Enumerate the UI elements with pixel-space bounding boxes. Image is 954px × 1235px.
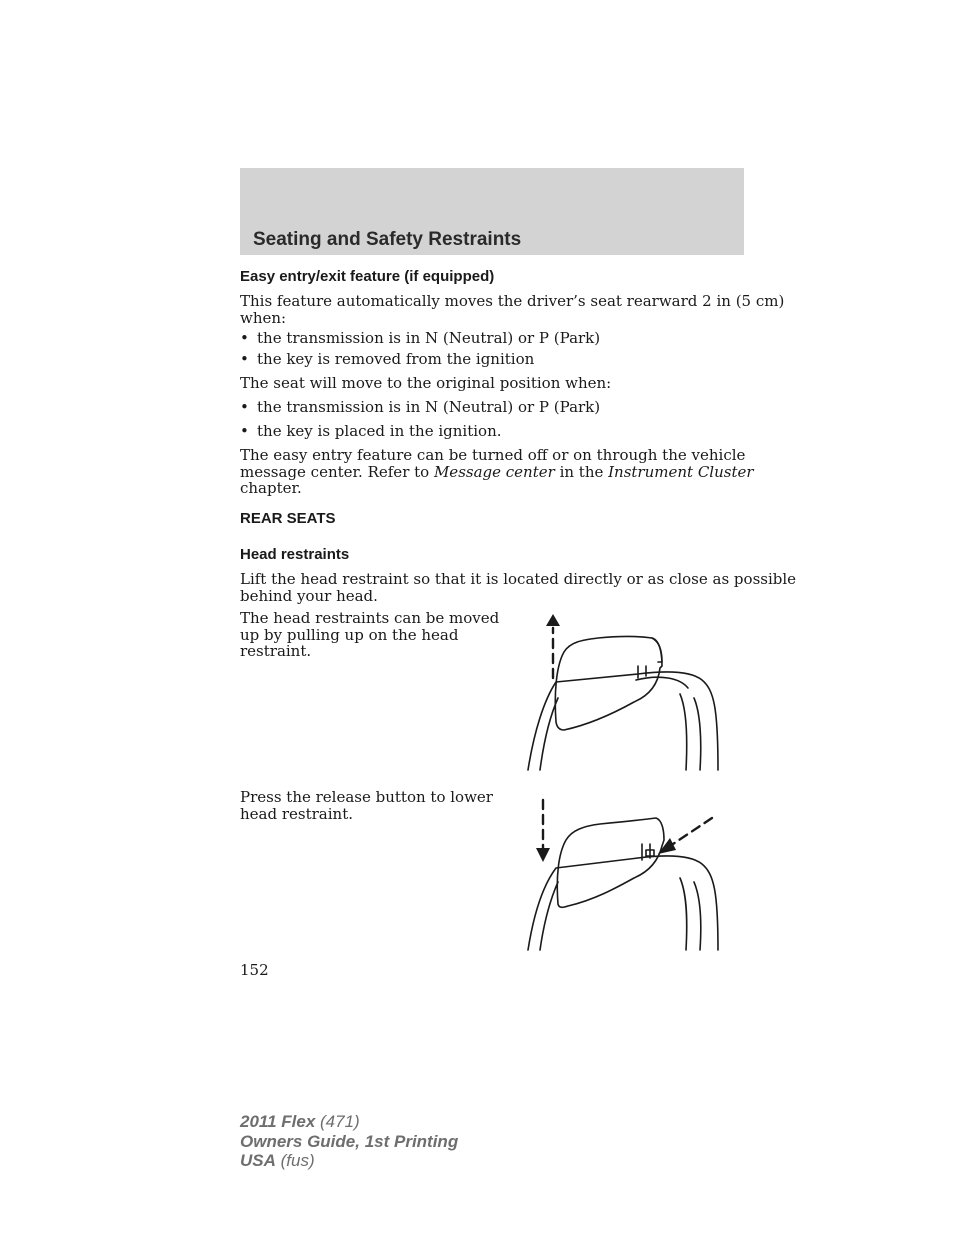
seat-back <box>528 856 718 950</box>
easy-entry-note: The easy entry feature can be turned off or on through the vehicle message center. Refer to Message center in the Instrument Cluster chapter. <box>240 446 754 497</box>
footer-model-line: 2011 Flex (471) <box>240 1112 360 1131</box>
list-item: • the key is placed in the ignition. <box>240 422 502 440</box>
easy-entry-intro: This feature automatically moves the driver’s seat rearward 2 in (5 cm) when: <box>240 292 785 327</box>
footer-guide-line: Owners Guide, 1st Printing <box>240 1132 459 1151</box>
list-item: • the key is removed from the ignition <box>240 350 535 368</box>
head-restraints-heading: Head restraints <box>240 546 350 563</box>
original-position-text: The seat will move to the original position when: <box>240 374 612 392</box>
section-title: Seating and Safety Restraints <box>253 229 522 250</box>
lift-instruction: Lift the head restraint so that it is located directly or as close as possible behind your head. <box>240 570 797 605</box>
message-center-reference: Message center <box>433 462 555 481</box>
instrument-cluster-reference: Instrument Cluster <box>608 462 754 481</box>
move-up-instruction: The head restraints can be moved up by pulling up on the head restraint. <box>240 609 500 660</box>
up-arrow-head <box>546 614 560 626</box>
head-restraint-up-illustration <box>520 612 726 774</box>
list-item: • the transmission is in N (Neutral) or P (Park) <box>240 329 601 347</box>
head-restraint-release-illustration <box>520 794 726 954</box>
footer-region-line: USA (fus) <box>240 1151 315 1170</box>
list-item: • the transmission is in N (Neutral) or P (Park) <box>240 398 601 416</box>
release-button-arrow-shaft <box>670 818 712 846</box>
page-number: 152 <box>240 961 269 979</box>
easy-entry-heading: Easy entry/exit feature (if equipped) <box>240 268 495 285</box>
head-restraint <box>557 818 664 907</box>
head-restraint <box>555 637 662 731</box>
down-arrow-head <box>536 848 550 862</box>
press-release-instruction: Press the release button to lower head restraint. <box>240 788 493 823</box>
rear-seats-heading: REAR SEATS <box>240 510 336 527</box>
